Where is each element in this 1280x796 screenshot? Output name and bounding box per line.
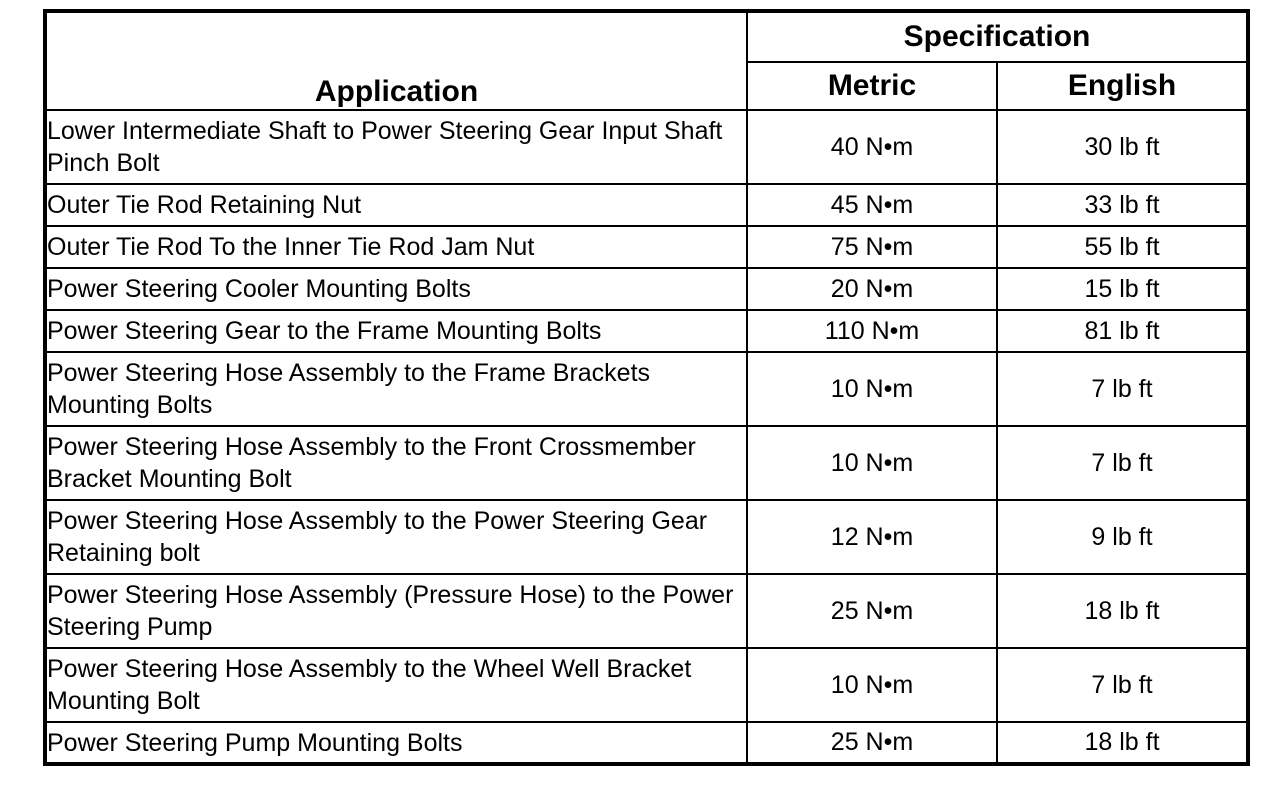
table-row — [45, 268, 1248, 310]
english-cell: 7 lb ft — [997, 426, 1248, 500]
table-row — [45, 426, 1248, 500]
application-cell: Power Steering Cooler Mounting Bolts — [45, 268, 747, 310]
application-cell: Power Steering Hose Assembly to the Wheel Well Bracket Mounting Bolt — [45, 648, 747, 722]
metric-cell: 25 N•m — [747, 722, 997, 764]
english-cell: 7 lb ft — [997, 352, 1248, 426]
application-cell: Outer Tie Rod Retaining Nut — [45, 184, 747, 226]
header-metric: Metric — [747, 62, 997, 110]
english-cell: 18 lb ft — [997, 574, 1248, 648]
application-cell: Power Steering Hose Assembly to the Front Crossmember Bracket Mounting Bolt — [45, 426, 747, 500]
header-english: English — [997, 62, 1248, 110]
table-row — [45, 110, 1248, 184]
header-specification: Specification — [747, 11, 1248, 62]
table-row — [45, 184, 1248, 226]
english-cell: 7 lb ft — [997, 648, 1248, 722]
metric-cell: 110 N•m — [747, 310, 997, 352]
application-cell: Outer Tie Rod To the Inner Tie Rod Jam Nut — [45, 226, 747, 268]
application-cell: Power Steering Hose Assembly (Pressure Hose) to the Power Steering Pump — [45, 574, 747, 648]
application-cell: Power Steering Hose Assembly to the Frame Brackets Mounting Bolts — [45, 352, 747, 426]
english-cell: 9 lb ft — [997, 500, 1248, 574]
english-cell: 33 lb ft — [997, 184, 1248, 226]
english-cell: 15 lb ft — [997, 268, 1248, 310]
table-row — [45, 500, 1248, 574]
application-cell: Power Steering Gear to the Frame Mounting Bolts — [45, 310, 747, 352]
english-cell: 30 lb ft — [997, 110, 1248, 184]
metric-cell: 12 N•m — [747, 500, 997, 574]
table-row — [45, 352, 1248, 426]
table-row — [45, 226, 1248, 268]
table-row — [45, 310, 1248, 352]
english-cell: 81 lb ft — [997, 310, 1248, 352]
table-row — [45, 722, 1248, 764]
table-row — [45, 574, 1248, 648]
header-row-top — [45, 11, 1248, 62]
metric-cell: 10 N•m — [747, 426, 997, 500]
metric-cell: 10 N•m — [747, 352, 997, 426]
application-cell: Power Steering Pump Mounting Bolts — [45, 722, 747, 764]
metric-cell: 20 N•m — [747, 268, 997, 310]
table-row — [45, 648, 1248, 722]
torque-spec-table — [43, 9, 1250, 766]
metric-cell: 10 N•m — [747, 648, 997, 722]
application-cell: Lower Intermediate Shaft to Power Steering Gear Input Shaft Pinch Bolt — [45, 110, 747, 184]
metric-cell: 45 N•m — [747, 184, 997, 226]
metric-cell: 40 N•m — [747, 110, 997, 184]
application-cell: Power Steering Hose Assembly to the Power Steering Gear Retaining bolt — [45, 500, 747, 574]
metric-cell: 75 N•m — [747, 226, 997, 268]
metric-cell: 25 N•m — [747, 574, 997, 648]
english-cell: 18 lb ft — [997, 722, 1248, 764]
header-application: Application — [45, 11, 747, 110]
english-cell: 55 lb ft — [997, 226, 1248, 268]
